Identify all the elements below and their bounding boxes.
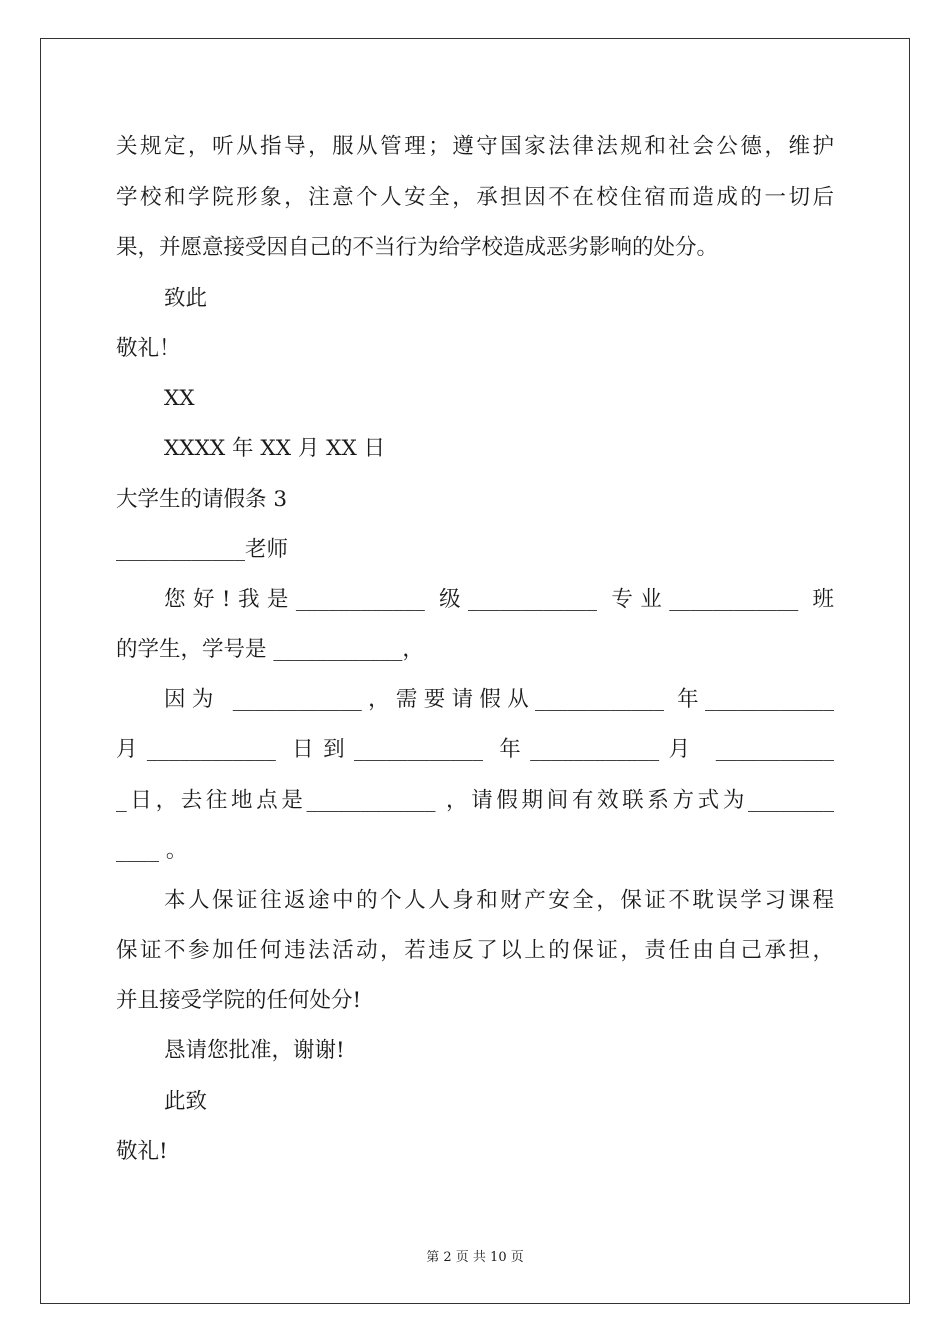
body-line-1: 关规定，听从指导，服从管理；遵守国家法律法规和社会公德，维护 (116, 134, 834, 159)
salutation-teacher: ____________老师 (116, 537, 289, 562)
pledge-line-3: 并且接受学院的任何处分! (116, 988, 362, 1013)
request-line: 恳请您批准，谢谢! (164, 1038, 345, 1063)
closing-zhici: 致此 (164, 286, 208, 311)
form-line-2: 的学生，学号是 ____________， (116, 637, 424, 662)
form-line-6: ____ 。 (116, 838, 188, 863)
section-title: 大学生的请假条 3 (116, 487, 288, 512)
form-line-1: 您好!我是____________ 级____________ 专业____________ 班 (164, 587, 834, 612)
signature-date: XXXX 年 XX 月 XX 日 (164, 436, 386, 461)
pledge-line-1: 本人保证往返途中的个人人身和财产安全，保证不耽误学习课程 (164, 888, 834, 913)
closing-jingli: 敬礼！ (116, 336, 181, 361)
closing-cizhi: 此致 (164, 1089, 208, 1114)
body-line-3: 果，并愿意接受因自己的不当行为给学校造成恶劣影响的处分。 (116, 235, 719, 260)
form-line-5: _日，去往地点是____________ ，请假期间有效联系方式为________ (116, 788, 834, 813)
closing-jingli-2: 敬礼! (116, 1139, 168, 1164)
page-footer: 第 2 页 共 10 页 (426, 1250, 524, 1265)
form-line-4: 月____________ 日到____________ 年____________月 ___________ (116, 737, 834, 762)
body-line-2: 学校和学院形象，注意个人安全，承担因不在校住宿而造成的一切后 (116, 185, 834, 210)
pledge-line-2: 保证不参加任何违法活动，若违反了以上的保证，责任由自己承担， (116, 938, 834, 963)
form-line-3: 因为 ____________，需要请假从____________ 年____________ (164, 687, 834, 712)
signature-name: XX (164, 386, 195, 411)
